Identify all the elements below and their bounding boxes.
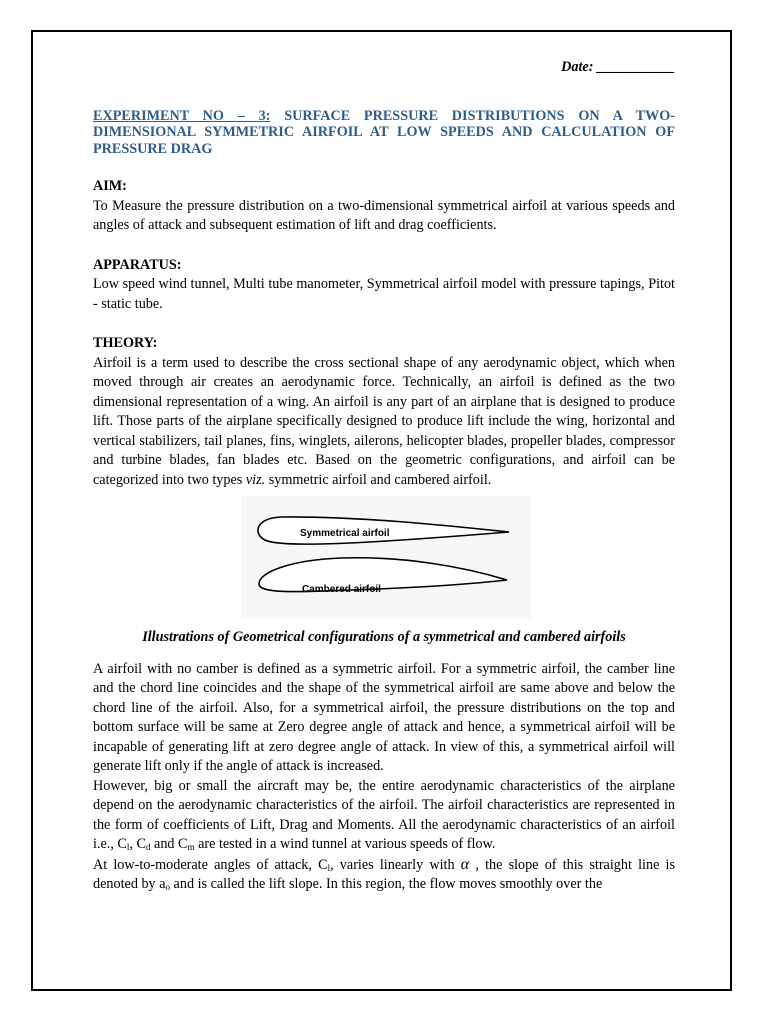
aim-heading: AIM:: [93, 178, 127, 194]
apparatus-text: Low speed wind tunnel, Multi tube manometer, Symmetrical airfoil model with pressure tapings, Pitot - static tube.: [93, 276, 675, 312]
lift-slope-paragraph: At low-to-moderate angles of attack, $C_l$, varies linearly with α , the slope of this straight line is denoted by $a_o$ and is called the lift slope. In this region, the flow moves smoothly over the: [93, 855, 676, 892]
characteristics-paragraph: However, big or small the aircraft may be, the entire aerodynamic characteristics of the airplane depend on the aerodynamic characteristics of the airfoil. The airfoil characteristics are represented in the form of coefficients of Lift, Drag and Moments. All the aerodynamic characteristics of an airfoil i.e., $C_l$, $C_d$ and $C_m$ are tested in a wind tunnel at various speeds of flow.: [93, 777, 675, 852]
symmetric-airfoil-paragraph: A airfoil with no camber is defined as a symmetric airfoil. For a symmetric airfoil, the camber line and the chord line coincides and the shape of the symmetrical airfoil are same above and below the chord line of the airfoil. Also, for a symmetrical airfoil, the pressure distributions on the top and bottom surface will be same at Zero degree angle of attack and hence, a symmetrical airfoil will be incapable of generating lift at zero degree angle of attack. In view of this, a symmetrical airfoil will generate lift only if the angle of attack is increased.: [93, 660, 675, 774]
alpha-symbol: α: [460, 855, 470, 873]
date-field: Date: ___________: [561, 59, 675, 75]
aim-text: To Measure the pressure distribution on a two-dimensional symmetrical airfoil at various speeds and angles of attack and subsequent estimation of lift and drag coefficients.: [93, 197, 675, 233]
experiment-number: EXPERIMENT NO – 3:: [93, 107, 271, 124]
cambered-airfoil-label: Cambered airfoil: [302, 584, 381, 595]
figure-caption: Illustrations of Geometrical configurations of a symmetrical and cambered airfoils: [142, 629, 626, 645]
airfoil-figure: [241, 496, 531, 618]
experiment-heading: SURFACE PRESSURE DISTRIBUTIONS ON A TWO-DIMENSIONAL SYMMETRIC AIRFOIL AT LOW SPEEDS AND CALCULATION OF PRESSURE DRAG: [93, 107, 675, 157]
theory-heading: THEORY:: [93, 335, 158, 351]
airfoil-illustration: [241, 496, 531, 618]
theory-paragraph: Airfoil is a term used to describe the cross sectional shape of any aerodynamic object, which when moved through air creates an aerodynamic force. Technically, an airfoil is defined as the two dimensional representation of a wing. An airfoil is any part of an airplane that is designed to produce lift. Those parts of the airplane specifically designed to produce lift include the wing, horizontal and vertical stabilizers, tail planes, fins, winglets, ailerons, helicopter blades, propeller blades, compressor and turbine blades, fan blades etc. Based on the geometric configurations, and airfoil can be categorized into two types viz. symmetric airfoil and cambered airfoil.: [93, 354, 675, 488]
experiment-title: [93, 108, 675, 158]
apparatus-heading: APPARATUS:: [93, 256, 182, 273]
document-content: [93, 58, 675, 895]
viz-text: viz.: [245, 471, 266, 488]
symmetrical-airfoil-label: Symmetrical airfoil: [300, 528, 390, 539]
